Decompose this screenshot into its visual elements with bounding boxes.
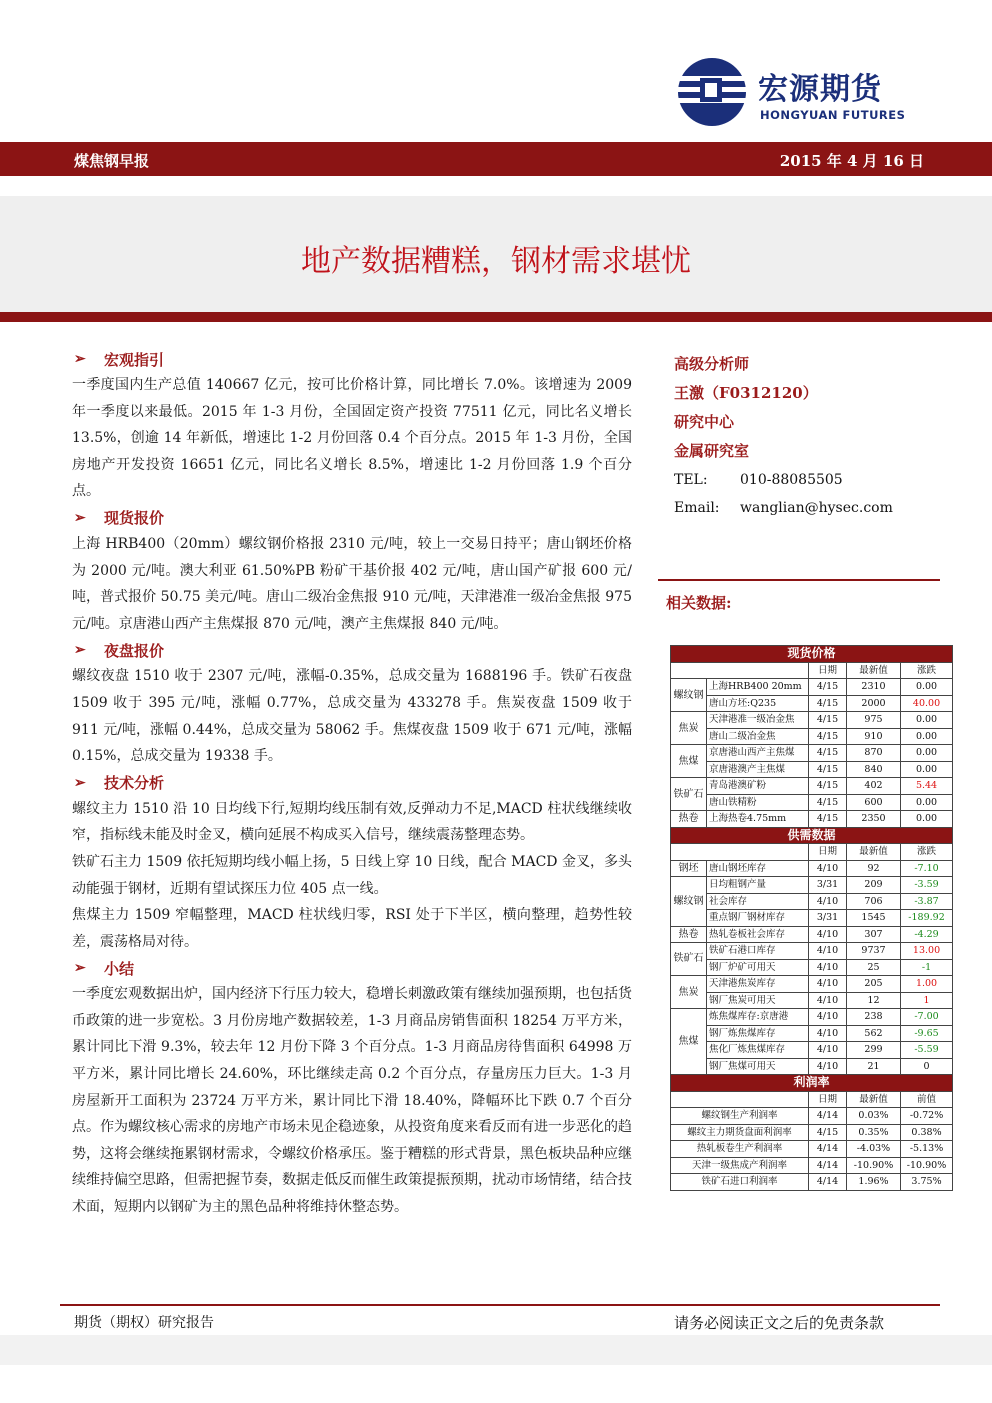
table-value: 92 bbox=[847, 860, 901, 877]
table-date: 4/15 bbox=[809, 761, 847, 778]
table-value: 1.96% bbox=[847, 1174, 901, 1191]
table-row bbox=[671, 1058, 953, 1075]
section-paragraph: 螺纹主力 1510 沿 10 日均线下行,短期均线压制有效,反弹动力不足,MACD 柱状线继续收窄，指标线未能及时金叉，横向延展不构成买入信号，继续震荡整理态势。 bbox=[72, 800, 632, 844]
table-date: 4/10 bbox=[809, 1042, 847, 1059]
table-date: 4/10 bbox=[809, 959, 847, 976]
table-header-cell: 最新值 bbox=[847, 844, 901, 861]
arrow-bullet-icon: ➢ bbox=[74, 509, 86, 526]
report-type: 煤焦钢早报 bbox=[74, 152, 150, 170]
table-change: 0.00 bbox=[901, 712, 953, 729]
table-value: -4.03% bbox=[847, 1141, 901, 1158]
table-date: 3/31 bbox=[809, 877, 847, 894]
footer-disclaimer: 请务必阅读正文之后的免责条款 bbox=[673, 1314, 884, 1332]
table-change: -3.59 bbox=[901, 877, 953, 894]
table-date: 4/10 bbox=[809, 860, 847, 877]
table-section-title: 利润率 bbox=[671, 1075, 953, 1092]
section-title: 现货报价 bbox=[104, 509, 165, 528]
table-previous: -0.72% bbox=[901, 1108, 953, 1125]
table-date: 4/14 bbox=[809, 1157, 847, 1174]
table-item-name: 钢厂焦煤可用天 bbox=[707, 1058, 809, 1075]
table-value: 840 bbox=[847, 761, 901, 778]
table-date: 4/10 bbox=[809, 1058, 847, 1075]
table-header-cell: 日期 bbox=[809, 1091, 847, 1108]
table-row bbox=[671, 877, 953, 894]
table-row bbox=[671, 778, 953, 795]
table-item-name: 铁矿石进口利润率 bbox=[671, 1174, 809, 1191]
table-row bbox=[671, 1124, 953, 1141]
table-value: 21 bbox=[847, 1058, 901, 1075]
table-change: 0.00 bbox=[901, 794, 953, 811]
table-item-name: 唐山方坯:Q235 bbox=[707, 695, 809, 712]
table-header-cell: 涨跌 bbox=[901, 662, 953, 679]
table-item-name: 上海HRB400 20mm bbox=[707, 679, 809, 696]
table-date: 4/15 bbox=[809, 1124, 847, 1141]
section-paragraph: 上海 HRB400（20mm）螺纹钢价格报 2310 元/吨，较上一交易日持平；唐山钢坯价格为 2000 元/吨。澳大利亚 61.50%PB 粉矿干基价报 402 元/吨，唐山国产矿报 600 元/吨，普式报价 50.75 美元/吨。唐山二级冶金焦报 910 元/吨，天津港准一级冶金焦报 975 元/吨。京唐港山西产主焦煤报 870 元/吨，澳产主焦煤报 840 元/吨。 bbox=[72, 535, 632, 632]
table-item-name: 焦化厂炼焦煤库存 bbox=[707, 1042, 809, 1059]
table-item-name: 天津港焦炭库存 bbox=[707, 976, 809, 993]
market-data-table bbox=[670, 645, 953, 1191]
table-date: 4/15 bbox=[809, 712, 847, 729]
table-row bbox=[671, 1157, 953, 1174]
bottom-band bbox=[0, 1335, 992, 1365]
table-previous: 3.75% bbox=[901, 1174, 953, 1191]
table-change: -9.65 bbox=[901, 1025, 953, 1042]
table-date: 4/14 bbox=[809, 1141, 847, 1158]
table-change: 0.00 bbox=[901, 679, 953, 696]
table-date: 4/15 bbox=[809, 695, 847, 712]
data-tables bbox=[670, 645, 952, 1191]
table-change: 0.00 bbox=[901, 761, 953, 778]
table-header-cell: 前值 bbox=[901, 1091, 953, 1108]
table-value: 2310 bbox=[847, 679, 901, 696]
table-date: 4/10 bbox=[809, 943, 847, 960]
table-item-name: 京唐港澳产主焦煤 bbox=[707, 761, 809, 778]
table-row bbox=[671, 679, 953, 696]
email-label: Email: bbox=[674, 500, 720, 516]
table-item-name: 钢厂炼焦煤库存 bbox=[707, 1025, 809, 1042]
email-value[interactable]: wanglian@hysec.com bbox=[740, 500, 893, 516]
table-value: 209 bbox=[847, 877, 901, 894]
table-row bbox=[671, 893, 953, 910]
table-item-name: 钢厂炉矿可用天 bbox=[707, 959, 809, 976]
table-header-row bbox=[671, 844, 953, 861]
table-change: -3.87 bbox=[901, 893, 953, 910]
section-title: 小结 bbox=[104, 959, 135, 978]
table-change: -189.92 bbox=[901, 910, 953, 927]
table-date: 4/15 bbox=[809, 794, 847, 811]
table-item-name: 热轧板卷生产利润率 bbox=[671, 1141, 809, 1158]
analyst-email bbox=[674, 494, 934, 522]
table-row bbox=[671, 910, 953, 927]
hongyuan-logo-icon bbox=[676, 56, 748, 128]
table-value: 1545 bbox=[847, 910, 901, 927]
table-category: 焦炭 bbox=[671, 976, 707, 1009]
table-change: 1 bbox=[901, 992, 953, 1009]
research-center: 研究中心 bbox=[674, 413, 735, 431]
table-header-cell: 日期 bbox=[809, 844, 847, 861]
section-heading bbox=[72, 637, 632, 663]
table-value: 600 bbox=[847, 794, 901, 811]
section-heading bbox=[72, 770, 632, 796]
section-heading bbox=[72, 955, 632, 981]
table-category: 铁矿石 bbox=[671, 943, 707, 976]
table-date: 4/15 bbox=[809, 811, 847, 828]
table-change: 0.00 bbox=[901, 728, 953, 745]
table-date: 4/10 bbox=[809, 1009, 847, 1026]
table-category: 焦煤 bbox=[671, 1009, 707, 1075]
table-item-name: 京唐港山西产主焦煤 bbox=[707, 745, 809, 762]
table-item-name: 重点钢厂钢材库存 bbox=[707, 910, 809, 927]
research-dept: 金属研究室 bbox=[674, 442, 750, 460]
table-date: 4/15 bbox=[809, 778, 847, 795]
table-header-row bbox=[671, 662, 953, 679]
table-item-name: 热轧卷板社会库存 bbox=[707, 926, 809, 943]
arrow-bullet-icon: ➢ bbox=[74, 642, 86, 659]
table-row bbox=[671, 1042, 953, 1059]
table-value: 706 bbox=[847, 893, 901, 910]
table-previous: -5.13% bbox=[901, 1141, 953, 1158]
table-category: 焦炭 bbox=[671, 712, 707, 745]
table-row bbox=[671, 761, 953, 778]
tel-label: TEL: bbox=[674, 472, 708, 488]
logo-chinese-name: 宏源期货 bbox=[758, 72, 882, 107]
table-row bbox=[671, 943, 953, 960]
table-date: 4/10 bbox=[809, 992, 847, 1009]
table-change: 0 bbox=[901, 1058, 953, 1075]
table-row bbox=[671, 1174, 953, 1191]
header-bar bbox=[0, 142, 992, 176]
table-previous: 0.38% bbox=[901, 1124, 953, 1141]
section-paragraph: 一季度国内生产总值 140667 亿元，按可比价格计算，同比增长 7.0%。该增速为 2009 年一季度以来最低。2015 年 1-3 月份，全国固定资产投资 77511 亿元，同比名义增长 13.5%，创逾 14 年新低，增速比 1-2 月份回落 0.4 个百分点。2015 年 1-3 月份，全国房地产开发投资 16651 亿元，同比名义增长 8.5%，增速比 1-2 月份回落 1.9 个百分点。 bbox=[72, 377, 632, 500]
page-title: 地产数据糟糕，钢材需求堪忧 bbox=[301, 244, 691, 279]
section-heading bbox=[72, 505, 632, 531]
table-date: 4/10 bbox=[809, 976, 847, 993]
section-paragraph: 铁矿石主力 1509 依托短期均线小幅上扬，5 日线上穿 10 日线，配合 MACD 金叉，多头动能强于钢材，近期有望试探压力位 405 点一线。 bbox=[72, 853, 632, 897]
table-section-title: 现货价格 bbox=[671, 646, 953, 663]
analyst-tel bbox=[674, 466, 934, 494]
table-row bbox=[671, 695, 953, 712]
section-heading bbox=[72, 346, 632, 372]
table-row bbox=[671, 926, 953, 943]
analyst-name: 王激（F0312120） bbox=[674, 384, 818, 402]
table-row bbox=[671, 728, 953, 745]
table-date: 4/10 bbox=[809, 926, 847, 943]
table-item-name: 天津一级焦成产利润率 bbox=[671, 1157, 809, 1174]
title-divider bbox=[0, 312, 992, 322]
table-category: 热卷 bbox=[671, 811, 707, 828]
section-paragraph: 焦煤主力 1509 窄幅整理，MACD 柱状线归零，RSI 处于下半区，横向整理，趋势性较差，震荡格局对待。 bbox=[72, 907, 632, 950]
sidebar-divider bbox=[658, 579, 940, 581]
table-value: 562 bbox=[847, 1025, 901, 1042]
table-item-name: 铁矿石港口库存 bbox=[707, 943, 809, 960]
table-value: 0.35% bbox=[847, 1124, 901, 1141]
table-category: 热卷 bbox=[671, 926, 707, 943]
arrow-bullet-icon: ➢ bbox=[74, 774, 86, 791]
table-section-banner bbox=[671, 827, 953, 844]
table-header-cell: 涨跌 bbox=[901, 844, 953, 861]
section-paragraph: 螺纹夜盘 1510 收于 2307 元/吨，涨幅-0.35%，总成交量为 1688196 手。铁矿石夜盘 1509 收于 395 元/吨，涨幅 0.77%，总成交量为 433278 手。焦炭夜盘 1509 收于 911 元/吨，涨幅 0.44%，总成交量为 58062 手。焦煤夜盘 1509 收于 671 元/吨，涨幅 0.15%，总成交量为 19338 手。 bbox=[72, 668, 632, 765]
table-item-name: 钢厂焦炭可用天 bbox=[707, 992, 809, 1009]
company-logo bbox=[676, 52, 926, 132]
table-row bbox=[671, 712, 953, 729]
table-date: 4/10 bbox=[809, 893, 847, 910]
table-value: 0.03% bbox=[847, 1108, 901, 1125]
table-value: 238 bbox=[847, 1009, 901, 1026]
table-category: 焦煤 bbox=[671, 745, 707, 778]
table-item-name: 天津港准一级冶金焦 bbox=[707, 712, 809, 729]
table-item-name: 唐山铁精粉 bbox=[707, 794, 809, 811]
table-category: 钢坯 bbox=[671, 860, 707, 877]
table-row bbox=[671, 794, 953, 811]
table-change: 0.00 bbox=[901, 811, 953, 828]
section-title: 技术分析 bbox=[104, 774, 165, 793]
section-title: 夜盘报价 bbox=[104, 641, 165, 660]
table-row bbox=[671, 959, 953, 976]
table-date: 4/15 bbox=[809, 679, 847, 696]
table-value: 402 bbox=[847, 778, 901, 795]
logo-english-name: HONGYUAN FUTURES bbox=[760, 108, 906, 122]
table-change: 5.44 bbox=[901, 778, 953, 795]
table-value: 9737 bbox=[847, 943, 901, 960]
table-value: 307 bbox=[847, 926, 901, 943]
analyst-info bbox=[674, 350, 934, 522]
table-value: 25 bbox=[847, 959, 901, 976]
table-change: -7.00 bbox=[901, 1009, 953, 1026]
table-header-cell: 最新值 bbox=[847, 1091, 901, 1108]
table-row bbox=[671, 860, 953, 877]
table-header-row bbox=[671, 1091, 953, 1108]
table-item-name: 螺纹钢生产利润率 bbox=[671, 1108, 809, 1125]
table-value: 12 bbox=[847, 992, 901, 1009]
table-item-name: 日均粗钢产量 bbox=[707, 877, 809, 894]
table-item-name: 上海热卷4.75mm bbox=[707, 811, 809, 828]
table-date: 4/14 bbox=[809, 1108, 847, 1125]
report-date: 2015 年 4 月 16 日 bbox=[779, 152, 924, 170]
table-category: 螺纹钢 bbox=[671, 679, 707, 712]
table-value: -10.90% bbox=[847, 1157, 901, 1174]
arrow-bullet-icon: ➢ bbox=[74, 960, 86, 977]
analyst-role: 高级分析师 bbox=[674, 355, 750, 373]
table-row bbox=[671, 1108, 953, 1125]
table-row bbox=[671, 976, 953, 993]
table-row bbox=[671, 1009, 953, 1026]
table-date: 3/31 bbox=[809, 910, 847, 927]
table-section-banner bbox=[671, 646, 953, 663]
title-box bbox=[0, 196, 992, 314]
footer-divider bbox=[60, 1304, 940, 1306]
table-item-name: 青岛港澳矿粉 bbox=[707, 778, 809, 795]
table-header-cell: 最新值 bbox=[847, 662, 901, 679]
table-item-name: 螺纹主力期货盘面利润率 bbox=[671, 1124, 809, 1141]
table-header-cell: 日期 bbox=[809, 662, 847, 679]
table-item-name: 炼焦煤库存:京唐港 bbox=[707, 1009, 809, 1026]
table-category: 铁矿石 bbox=[671, 778, 707, 811]
table-row bbox=[671, 1025, 953, 1042]
table-category: 螺纹钢 bbox=[671, 877, 707, 927]
table-previous: -10.90% bbox=[901, 1157, 953, 1174]
table-change: 13.00 bbox=[901, 943, 953, 960]
table-change: -4.29 bbox=[901, 926, 953, 943]
table-date: 4/15 bbox=[809, 728, 847, 745]
table-row bbox=[671, 1141, 953, 1158]
arrow-bullet-icon: ➢ bbox=[74, 351, 86, 367]
table-header-blank bbox=[671, 844, 809, 861]
table-item-name: 唐山钢坯库存 bbox=[707, 860, 809, 877]
table-date: 4/15 bbox=[809, 745, 847, 762]
table-value: 2350 bbox=[847, 811, 901, 828]
table-change: 0.00 bbox=[901, 745, 953, 762]
table-value: 205 bbox=[847, 976, 901, 993]
table-change: -7.10 bbox=[901, 860, 953, 877]
table-date: 4/10 bbox=[809, 1025, 847, 1042]
table-value: 870 bbox=[847, 745, 901, 762]
table-value: 2000 bbox=[847, 695, 901, 712]
footer-left: 期货（期权）研究报告 bbox=[74, 1315, 214, 1331]
table-section-banner bbox=[671, 1075, 953, 1092]
table-date: 4/14 bbox=[809, 1174, 847, 1191]
table-item-name: 唐山二级冶金焦 bbox=[707, 728, 809, 745]
section-paragraph: 一季度宏观数据出炉，国内经济下行压力较大，稳增长刺激政策有继续加强预期，也包括货币政策的进一步宽松。3 月份房地产数据较差，1-3 月商品房销售面积 18254 万平方米，累计同比下滑 9.3%，较去年 12 月份下降 3 个百分点。1-3 月商品房待售面积 64998 万平方米，累计同比增长 24.60%，环比继续走高 0.2 个百分点，存量房压力巨大。1-3 月房屋新开工面积为 23724 万平方米，累计同比下滑 18.40%，降幅环比下跌 0.7 个百分点。作为螺纹核心需求的房地产市场未见企稳迹象，从投资角度来看反而有进一步恶化的趋势，这将会继续拖累钢材需求，令螺纹价格承压。鉴于糟糕的形式背景，黑色板块品种应继续维持偏空思路，但需把握节奏，数据走低反而催生政策提振预期，扰动市场情绪，结合技术面，短期内以钢矿为主的黑色品种将维持休整态势。 bbox=[72, 986, 632, 1216]
table-change: 1.00 bbox=[901, 976, 953, 993]
table-section-title: 供需数据 bbox=[671, 827, 953, 844]
tel-value: 010-88085505 bbox=[740, 472, 843, 488]
table-change: -1 bbox=[901, 959, 953, 976]
table-row bbox=[671, 745, 953, 762]
table-value: 910 bbox=[847, 728, 901, 745]
table-header-blank bbox=[671, 1091, 809, 1108]
table-row bbox=[671, 992, 953, 1009]
related-data-label: 相关数据: bbox=[666, 594, 732, 612]
table-row bbox=[671, 811, 953, 828]
main-column bbox=[72, 346, 632, 1221]
table-value: 975 bbox=[847, 712, 901, 729]
table-value: 299 bbox=[847, 1042, 901, 1059]
table-change: -5.59 bbox=[901, 1042, 953, 1059]
table-change: 40.00 bbox=[901, 695, 953, 712]
table-item-name: 社会库存 bbox=[707, 893, 809, 910]
table-header-blank bbox=[671, 662, 809, 679]
section-title: 宏观指引 bbox=[104, 350, 165, 369]
